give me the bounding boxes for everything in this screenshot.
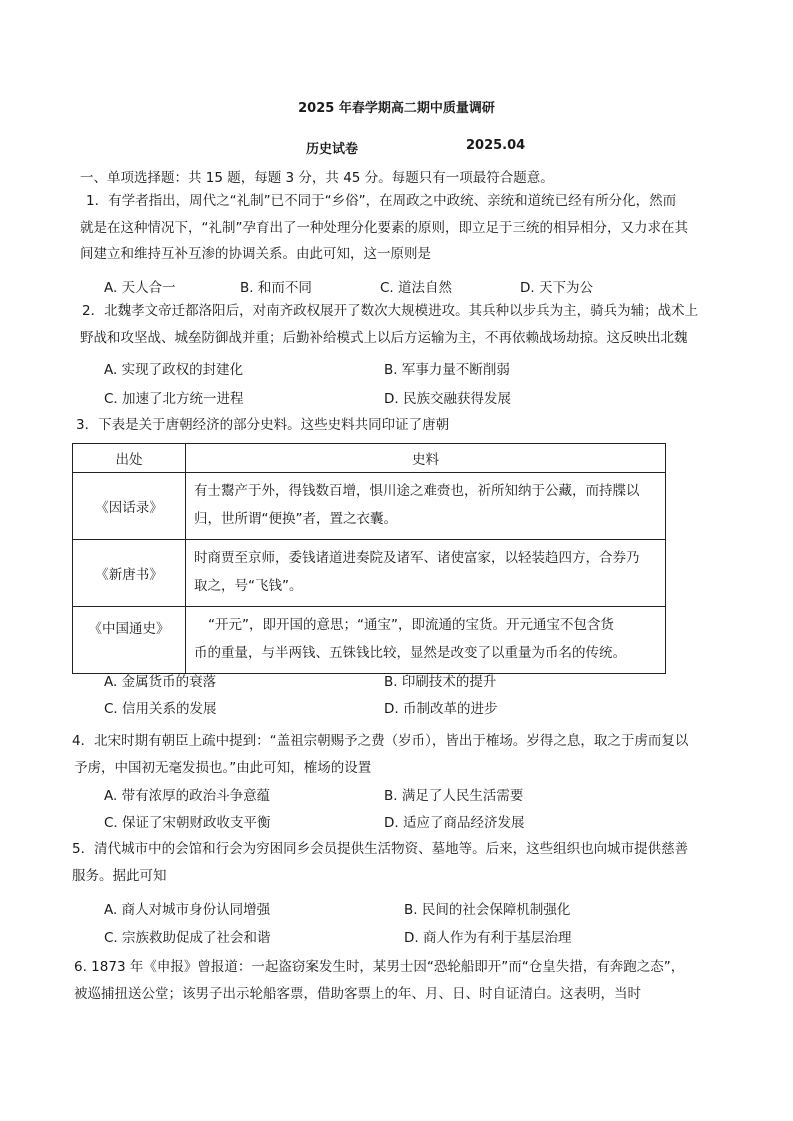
question-4-stem: [72, 728, 732, 781]
q3-option-d[interactable]: D. 币制改革的进步: [384, 701, 498, 717]
material-line: 时商贾至京师，委钱诸道进奏院及诸军、诸使富家，以轻装趋四方，合券乃: [194, 550, 640, 566]
question-line: 4．北宋时期有朝臣上疏中提到：“盖祖宗朝赐予之费（岁币），皆出于榷场。岁得之息，取之于虏而复以: [72, 733, 689, 749]
exam-title: 2025 年春学期高二期中质量调研: [298, 101, 495, 116]
q4-option-b[interactable]: B. 满足了人民生活需要: [384, 788, 524, 804]
question-line: 5．清代城市中的会馆和行会为穷困同乡会员提供生活物资、墓地等。后来，这些组织也向城市提供慈善: [72, 841, 689, 857]
question-6-stem: [74, 954, 734, 1007]
q3-option-c[interactable]: C. 信用关系的发展: [104, 701, 217, 717]
material-line: “开元”，即开国的意思；“通宝”，即流通的宝货。开元通宝不包含货: [208, 617, 614, 633]
exam-date: 2025.04: [466, 138, 526, 153]
question-line: 野战和攻坚战、城垒防御战并重；后勤补给模式上以后方运输为主，不再依赖战场劫掠。这反映出北魏: [80, 329, 688, 346]
q1-option-a[interactable]: A. 天人合一: [104, 280, 176, 296]
q5-option-c[interactable]: C. 宗族救助促成了社会和谐: [104, 930, 271, 946]
question-line: 3．下表是关于唐朝经济的部分史料。这些史料共同印证了唐朝: [76, 417, 450, 433]
question-line: 1．有学者指出，周代之“礼制”已不同于“乡俗”，在周政之中政统、亲统和道统已经有所分化，然而: [86, 193, 677, 209]
material-line: 取之，号“飞钱”。: [194, 578, 303, 594]
table-cell-source: 《中国通史》: [73, 607, 186, 674]
table-cell-source: 《新唐书》: [73, 540, 186, 607]
question-line: 2．北魏孝文帝迁都洛阳后，对南齐政权展开了数次大规模进攻。其兵种以步兵为主，骑兵为辅；战术上: [82, 303, 699, 319]
q1-option-b[interactable]: B. 和而不同: [240, 280, 312, 296]
q5-option-a[interactable]: A. 商人对城市身份认同增强: [104, 902, 271, 918]
section-heading: 一、单项选择题：共 15 题，每题 3 分，共 45 分。每题只有一项最符合题意。: [80, 170, 554, 186]
question-line: 就是在这种情况下，“礼制”孕育出了一种处理分化要素的原则，即立足于三统的相异相分，又力求在其: [80, 219, 688, 236]
q2-option-c[interactable]: C. 加速了北方统一进程: [104, 391, 244, 407]
table-cell-material: [186, 607, 666, 674]
table-row: [73, 473, 666, 540]
q1-option-d[interactable]: D. 天下为公: [520, 280, 593, 296]
exam-subject: 历史试卷: [306, 142, 359, 157]
table-cell-material: [186, 540, 666, 607]
q5-option-b[interactable]: B. 民间的社会保障机制强化: [404, 902, 571, 918]
table-cell-material: [186, 473, 666, 540]
table-header-source: 出处: [73, 444, 186, 473]
question-line: 间建立和维持互补互渗的协调关系。由此可知，这一原则是: [80, 246, 431, 262]
question-line: 服务。据此可知: [72, 867, 167, 884]
q5-option-d[interactable]: D. 商人作为有利于基层治理: [404, 930, 572, 946]
q1-option-c[interactable]: C. 道法自然: [380, 280, 453, 296]
q3-option-b[interactable]: B. 印刷技术的提升: [384, 674, 497, 690]
question-line: 被巡捕扭送公堂；该男子出示轮船客票，借助客票上的年、月、日、时自证清白。这表明，当时: [74, 985, 641, 1002]
q4-option-a[interactable]: A. 带有浓厚的政治斗争意蕴: [104, 788, 271, 804]
question-line: 予虏，中国初无毫发损也。”由此可知，榷场的设置: [74, 759, 372, 776]
q4-option-c[interactable]: C. 保证了宋朝财政收支平衡: [104, 815, 271, 831]
q2-option-d[interactable]: D. 民族交融获得发展: [384, 391, 511, 407]
material-line: 币的重量，与半两钱、五铢钱比较，显然是改变了以重量为币名的传统。: [194, 645, 626, 661]
material-line: 归，世所谓“便换”者，置之衣囊。: [194, 511, 397, 527]
table-row: [73, 607, 666, 674]
table-cell-source: 《因话录》: [73, 473, 186, 540]
question-line: 6. 1873 年《申报》曾报道：一起盗窃案发生时，某男士因“恐轮船即开”而“仓皇失措，有奔跑之态”，: [74, 959, 685, 975]
question-5-stem: [72, 836, 732, 889]
q3-option-a[interactable]: A. 金属货币的衰落: [104, 674, 217, 690]
q2-option-a[interactable]: A. 实现了政权的封建化: [104, 362, 244, 378]
source-table: [72, 443, 666, 674]
table-header-material: 史料: [186, 444, 666, 473]
table-header-row: [73, 444, 666, 473]
question-2-stem: [80, 298, 720, 351]
question-1-stem: [80, 188, 720, 268]
q2-option-b[interactable]: B. 军事力量不断削弱: [384, 362, 510, 378]
material-line: 有士鬻产于外，得钱数百增，惧川途之难赍也，祈所知纳于公藏，而持牒以: [194, 483, 640, 499]
table-row: [73, 540, 666, 607]
q4-option-d[interactable]: D. 适应了商品经济发展: [384, 815, 525, 831]
question-3-stem: [76, 412, 720, 439]
